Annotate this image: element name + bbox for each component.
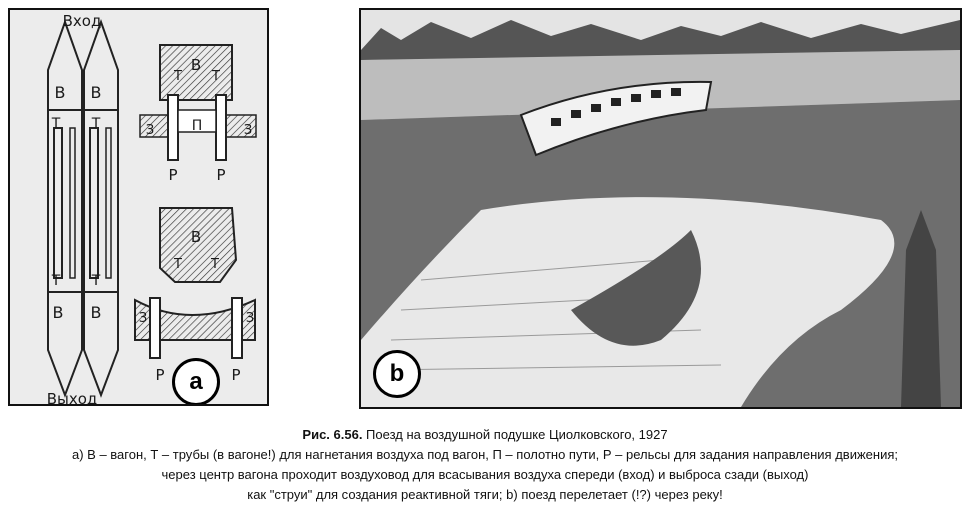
rail-letter: Р xyxy=(216,166,226,184)
caption-line-2: через центр вагона проходит воздуховод для всасывания воздуха спереди (вход) и выброса сзади (выход) xyxy=(161,467,809,482)
rail-letter: Р xyxy=(168,166,178,184)
wagon-letter: В xyxy=(90,303,102,322)
tube-letter: Т xyxy=(174,257,182,272)
figure-panel-b xyxy=(359,8,962,409)
wagon-letter: В xyxy=(190,228,202,246)
rail-letter: Р xyxy=(231,366,241,384)
panel-b-badge: b xyxy=(373,350,421,398)
wagon-letter: В xyxy=(190,56,202,74)
wagon-letter: В xyxy=(52,303,64,322)
tube-letter: Т xyxy=(212,69,220,84)
rail-letter: Р xyxy=(155,366,165,384)
label-in: Вход xyxy=(62,12,102,30)
tube-letter: Т xyxy=(211,257,219,272)
ground-letter: З xyxy=(245,311,255,326)
wagon-letter: В xyxy=(90,83,102,102)
tube-letter: Т xyxy=(174,69,182,84)
tube-letter: Т xyxy=(91,273,101,289)
wagon-letter: В xyxy=(54,83,66,102)
label-out: Выход xyxy=(46,390,98,408)
schematic-drawing xyxy=(10,10,269,406)
ground-letter: З xyxy=(243,123,253,138)
tube-right xyxy=(90,128,98,278)
figure-panel-a xyxy=(8,8,269,406)
panel-a-badge: a xyxy=(172,358,220,406)
caption-title xyxy=(0,425,970,445)
caption-line-3: как "струи" для создания реактивной тяги; b) поезд перелетает (!?) через реку! xyxy=(247,487,723,502)
ground-letter: З xyxy=(145,123,155,138)
tube-letter: Т xyxy=(91,116,101,132)
train-over-river-illustration xyxy=(361,10,960,407)
ground-letter: З xyxy=(138,311,148,326)
tube-letter: Т xyxy=(51,116,61,132)
caption-title-text: Поезд на воздушной подушке Циолковского, 1927 xyxy=(362,427,668,442)
tube-left xyxy=(54,128,62,278)
caption-figure-number: Рис. 6.56. xyxy=(302,427,363,442)
tube-letter: Т xyxy=(51,273,61,289)
track-letter: П xyxy=(191,118,203,134)
caption-line-1: а) В – вагон, Т – трубы (в вагоне!) для нагнетания воздуха под вагон, П – полотно пути, Р – рельсы для задания направления движения; xyxy=(72,447,898,462)
